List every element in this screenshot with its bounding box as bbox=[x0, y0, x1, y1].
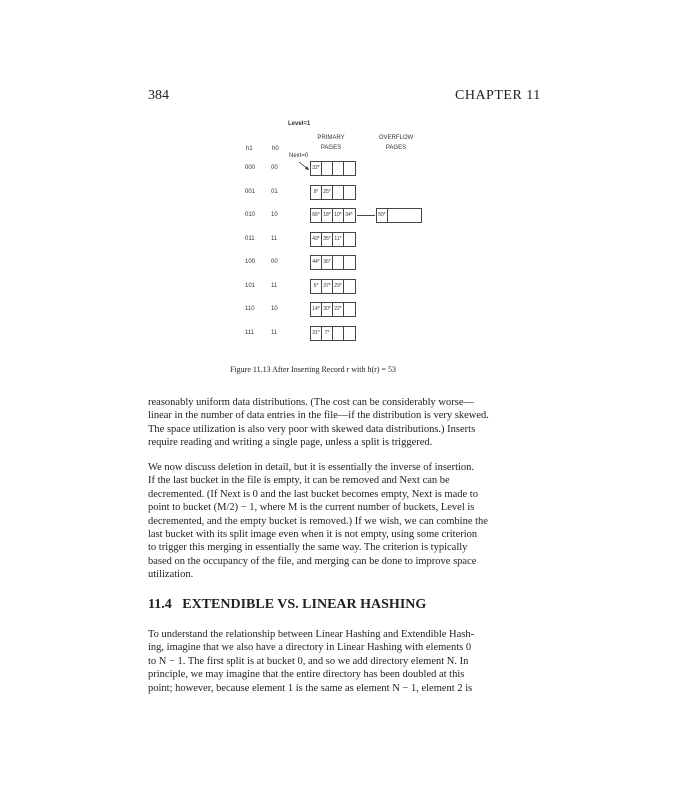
primary-page bbox=[310, 208, 356, 223]
data-entry bbox=[333, 162, 344, 175]
data-entry: 66* bbox=[311, 209, 322, 222]
paragraph-3: To understand the relationship between Linear Hashing and Extendible Hash- ing, imagine that we also have a directory in Linear Hashing with elements 0 to N − 1. The first split is at bucket 0, and so we add directory element N. In principle, we may imagine that the entire directory has been doubled at this point; however, because element 1 is the same as element N − 1, element 2 is bbox=[148, 629, 475, 694]
h0-column-header: h0 bbox=[272, 146, 279, 152]
data-entry: 22* bbox=[333, 303, 344, 316]
overflow-entry: 50* bbox=[377, 209, 388, 222]
level-label: Level=1 bbox=[288, 121, 311, 127]
h1-value: 100 bbox=[245, 259, 256, 265]
data-entry bbox=[344, 233, 354, 246]
h0-value: 10 bbox=[271, 212, 278, 218]
h1-value: 110 bbox=[245, 306, 255, 312]
h1-value: 101 bbox=[245, 283, 256, 289]
figure-caption: Figure 11.13 After Inserting Record r with h(r) = 53 bbox=[230, 365, 396, 374]
data-entry: 34* bbox=[345, 212, 353, 218]
h0-value: 01 bbox=[271, 189, 278, 195]
primary-page bbox=[310, 326, 356, 341]
data-entry: 11* bbox=[333, 233, 344, 246]
overflow-page bbox=[376, 208, 422, 223]
h0-value: 00 bbox=[271, 165, 278, 171]
h1-value: 010 bbox=[245, 212, 256, 218]
data-entry: 32* bbox=[311, 162, 322, 175]
data-entry: 35* bbox=[322, 233, 333, 246]
data-entry bbox=[344, 256, 354, 269]
data-entry: 10* bbox=[333, 209, 344, 222]
next-pointer-label: Next=0 bbox=[289, 153, 309, 159]
primary-page bbox=[310, 279, 356, 294]
primary-page bbox=[310, 161, 356, 176]
data-entry bbox=[344, 186, 354, 199]
data-entry: 43* bbox=[311, 233, 322, 246]
data-entry bbox=[322, 162, 333, 175]
data-entry: 30* bbox=[322, 303, 333, 316]
data-entry: 9* bbox=[311, 186, 322, 199]
section-heading bbox=[148, 597, 426, 613]
h1-column-header: h1 bbox=[246, 146, 253, 152]
data-entry: 44* bbox=[311, 256, 322, 269]
data-entry: 7* bbox=[322, 327, 333, 340]
data-entry: 29* bbox=[333, 280, 344, 293]
data-entry: 37* bbox=[322, 280, 333, 293]
primary-page bbox=[310, 232, 356, 247]
h0-value: 10 bbox=[271, 306, 278, 312]
data-entry: 5* bbox=[311, 280, 322, 293]
paragraph-2: We now discuss deletion in detail, but it is essentially the inverse of insertion. If the last bucket in the file is empty, it can be removed and Next can be decremented. (If Next is 0 and the last bucket becomes empty, Next is made to point to bucket (M/2) − 1, where M is the current number of buckets, Level is decremented, and the empty bucket is removed.) If we wish, we can combine the last bucket with its split image even when it is not empty, using some criterion to trigger this merging in essentially the same way. The criterion is typically based on the occupancy of the file, and merging can be done to improve space utilization. bbox=[148, 462, 488, 581]
chapter-header: CHAPTER 11 bbox=[455, 88, 541, 103]
data-entry bbox=[344, 327, 354, 340]
h1-value: 011 bbox=[245, 236, 255, 242]
h0-value: 11 bbox=[271, 330, 278, 336]
data-entry: 25* bbox=[322, 186, 333, 199]
h1-value: 111 bbox=[245, 330, 255, 336]
figure-linear-hashing bbox=[0, 0, 680, 380]
primary-page bbox=[310, 185, 356, 200]
data-entry bbox=[344, 280, 354, 293]
data-entry: 14* bbox=[311, 303, 322, 316]
page-number: 384 bbox=[148, 88, 169, 103]
data-entry: 18* bbox=[322, 209, 333, 222]
primary-page bbox=[310, 255, 356, 270]
data-entry bbox=[333, 327, 344, 340]
data-entry bbox=[344, 162, 354, 175]
data-entry bbox=[344, 303, 354, 316]
data-entry: 36* bbox=[322, 256, 333, 269]
primary-pages-label: PRIMARY PAGES bbox=[317, 135, 345, 151]
section-number: 11.4 bbox=[148, 597, 172, 612]
h1-value: 001 bbox=[245, 189, 256, 195]
h1-value: 000 bbox=[245, 165, 256, 171]
data-entry bbox=[333, 186, 344, 199]
h0-value: 11 bbox=[271, 236, 278, 242]
section-title: EXTENDIBLE VS. LINEAR HASHING bbox=[182, 597, 427, 612]
overflow-pages-label: OVERFLOW PAGES bbox=[378, 135, 414, 151]
data-entry bbox=[333, 256, 344, 269]
h0-value: 00 bbox=[271, 259, 278, 265]
paragraph-1: reasonably uniform data distributions. (The cost can be considerably worse— linear in the number of data entries in the file—if the distribution is very skewed. The space utilization is also very poor with skewed data distributions.) Inserts require reading and writing a single page, unless a split is triggered. bbox=[148, 397, 489, 449]
primary-page bbox=[310, 302, 356, 317]
data-entry: 31* bbox=[311, 327, 322, 340]
h0-value: 11 bbox=[271, 283, 278, 289]
overflow-link bbox=[357, 215, 375, 216]
